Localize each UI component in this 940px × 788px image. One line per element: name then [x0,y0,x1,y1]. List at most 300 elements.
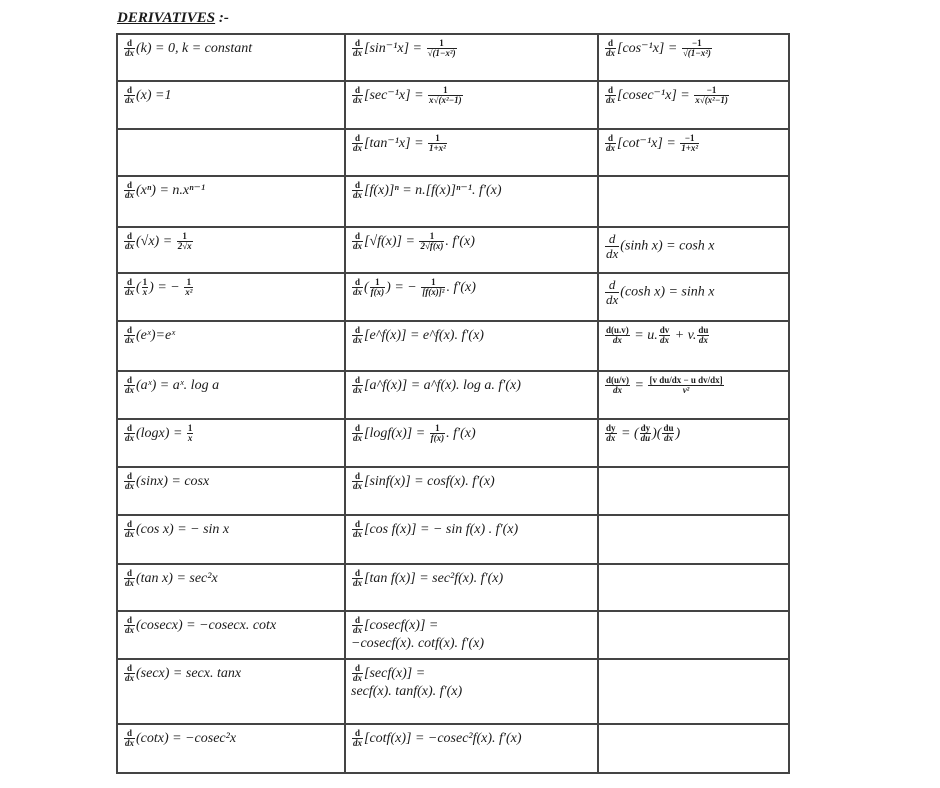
dx-denominator: dx [353,190,362,201]
formula-lhs: (sinx) [136,474,168,490]
table-row [117,515,789,564]
d-numerator: d [124,181,135,191]
dx-denominator: dx [125,481,134,492]
d-numerator: d [352,232,363,242]
formula [351,664,592,700]
fraction [659,326,671,346]
formula [123,181,339,201]
formula-rhs: = secx. tanx [169,666,242,682]
fraction-denominator: f(x) [370,287,385,298]
formula-lhs: [e^f(x)] [364,328,407,344]
formula [351,729,592,749]
formula-lhs: [a^f(x)] [364,378,408,394]
d-numerator: d [352,181,363,191]
dx-denominator: dx [125,433,134,444]
formula-lhs: [cos f(x)] [364,522,417,538]
formula-lhs: (eˣ) [136,328,156,344]
table-row [117,371,789,419]
formula-lhs: [f(x)]ⁿ [364,183,399,199]
basic-derivative-cell [117,321,345,371]
formula-lhs: [cotf(x)] [364,731,412,747]
equals-sign: = [664,41,681,57]
inverse-hyperbolic-rule-cell [598,129,789,176]
basic-derivative-cell [117,724,345,773]
formula-rhs: = aˣ. log a [156,378,220,394]
d-numerator: d [352,616,363,626]
formula-continuation: −cosecf(x). cotf(x). f′(x) [351,635,484,651]
formula-tail: . f′(x) [446,280,476,296]
basic-derivative-cell [117,467,345,515]
formula [123,729,339,749]
d-numerator: d [124,278,135,288]
formula-lhs: [logf(x)] [364,426,413,442]
d-dx-operator [124,424,135,444]
inverse-hyperbolic-rule-cell [598,176,789,227]
table-row [117,611,789,659]
fraction-numerator: d(u/v) [606,375,630,385]
formula [351,134,592,154]
d-numerator: d [352,424,363,434]
basic-derivative-cell [117,564,345,611]
formula [604,39,783,59]
formula-lhs: (tan x) [136,571,173,587]
dx-denominator: dx [353,48,362,59]
dx-denominator: dx [606,143,615,154]
d-numerator: d [124,326,135,336]
formula-lhs: [tan f(x)] [364,571,416,587]
formula-rhs: = [412,666,426,682]
d-numerator: d [605,134,616,144]
dx-denominator: dx [125,625,134,636]
dx-denominator: dx [353,287,362,298]
formula-rhs: = n.[f(x)]ⁿ⁻¹. f′(x) [398,183,502,199]
d-numerator: d [352,376,363,386]
fraction [428,134,447,154]
formula-lhs: (cosecx) [136,618,183,634]
d-dx-operator [352,520,363,540]
dx-denominator: dx [353,95,362,106]
basic-derivative-cell [117,227,345,273]
inverse-hyperbolic-rule-cell [598,371,789,419]
fraction [648,376,723,396]
equals-sign: = [410,136,428,152]
d-numerator: d [605,278,619,293]
title-suffix: :- [215,10,229,26]
chain-rule-derivative-cell [345,176,598,227]
fraction [421,278,445,298]
formula-lhs: (xⁿ) [136,183,156,199]
dx-denominator: dx [353,241,362,252]
fraction-denominator: x [142,287,148,298]
d-dx-operator [605,86,616,106]
table-row [117,659,789,724]
equals-sign: = [412,426,429,442]
formula [351,424,592,444]
fraction-numerator: −1 [682,39,712,49]
d-numerator: d [352,278,363,288]
fraction-numerator: 1 [430,424,446,434]
equals-sign: = [410,88,428,104]
d-dx-operator [124,232,135,252]
basic-derivative-cell [117,611,345,659]
formula [123,424,339,444]
dx-denominator: dx [353,143,362,154]
fraction [370,278,386,298]
fraction-denominator: dx [612,335,622,346]
chain-rule-derivative-cell [345,467,598,515]
dx-denominator: dx [353,335,362,346]
formula [604,278,783,306]
d-dx-operator [352,39,363,59]
inverse-hyperbolic-rule-cell [598,227,789,273]
fraction-denominator: dx [698,335,708,346]
formula-lhs: [√f(x)] [364,234,403,250]
formula-rhs: = sec²x [172,571,218,587]
fraction [187,424,194,444]
d-dx-operator [352,232,363,252]
formula: $\frac{d}{dx}$ ( $\frac{1}{f(x)}$ ) = − $\frac{1}{\text{[f(x)]²}}$ . f′(x) [353,277,476,298]
fraction-numerator: d(u.v) [606,325,629,335]
d-numerator: d [352,664,363,674]
formula-lhs: [sec⁻¹x] [364,88,411,104]
formula-lhs: (√x) [136,234,160,250]
fraction-numerator: 1 [428,134,447,144]
formula [123,664,339,684]
formula-rhs: = sinh x [664,284,715,300]
fraction-denominator: 2√x [177,241,192,252]
dx-denominator: dx [606,245,619,261]
formula [123,569,339,589]
formula-rhs: = u. [630,328,658,344]
equals-sign: = [676,88,694,104]
formula-rhs: = −cosecx. cotx [182,618,277,634]
d-numerator: d [124,664,135,674]
fraction-numerator: dv [659,325,670,335]
formula [351,569,592,589]
formula-rhs: = − sin x [173,522,230,538]
inverse-hyperbolic-rule-cell [598,611,789,659]
fraction [694,86,729,106]
formula-lhs: [secf(x)] [364,666,413,682]
formula-lhs: (cos x) [136,522,174,538]
inverse-hyperbolic-rule-cell [598,515,789,564]
fraction [697,326,709,346]
d-dx-operator [605,134,616,154]
fraction-denominator: dx [663,433,673,444]
fraction [428,86,463,106]
d-dx-operator [352,326,363,346]
d-numerator: d [124,376,135,386]
formula-rhs: = sec²f(x). f′(x) [415,571,504,587]
table-row [117,419,789,467]
fraction [605,326,630,346]
dx-denominator: dx [125,529,134,540]
inverse-hyperbolic-rule-cell [598,34,789,81]
inverse-hyperbolic-rule-cell [598,659,789,724]
chain-rule-derivative-cell [345,515,598,564]
d-dx-operator [352,472,363,492]
basic-derivative-cell [117,273,345,321]
formula-rhs: =1 [151,88,172,104]
formula [604,326,783,346]
equals-sign: = − [390,280,421,296]
d-numerator: d [124,729,135,739]
d-dx-operator [352,86,363,106]
inverse-hyperbolic-rule-cell [598,81,789,129]
chain-rule-derivative-cell [345,227,598,273]
fraction-denominator: x² [185,287,193,298]
d-numerator: d [605,86,616,96]
formula: $\frac{d}{dx}$ ( $\frac{1}{x}$ ) = − $\frac{1}{\text{x²}}$ [125,277,193,298]
chain-rule-derivative-cell [345,419,598,467]
formula-rhs: = − sin f(x) . f′(x) [416,522,519,538]
table-row [117,129,789,176]
d-dx-operator [124,472,135,492]
basic-derivative-cell [117,176,345,227]
fraction-numerator: [v du/dx − u dv/dx] [649,375,723,385]
formula [351,39,592,59]
chain-rule-derivative-cell [345,371,598,419]
basic-derivative-cell [117,34,345,81]
formula-tail: ) [675,426,681,442]
inverse-hyperbolic-rule-cell [598,273,789,321]
formula [351,376,592,396]
equals-sign: = [159,234,176,250]
dx-denominator: dx [353,481,362,492]
d-dx-operator [124,86,135,106]
formula-lhs: (aˣ) [136,378,157,394]
inverse-hyperbolic-rule-cell [598,467,789,515]
formula [351,472,592,492]
page-title [117,10,229,27]
formula [123,86,339,106]
fraction-numerator: 1 [428,86,463,96]
dx-denominator: dx [125,738,134,749]
dx-denominator: dx [125,287,134,298]
formula [123,232,339,252]
formula-lhs: [sin⁻¹x] [364,41,410,57]
fraction [682,39,712,59]
formula-lhs: (logx) [136,426,170,442]
formula [123,616,339,636]
dx-denominator: dx [125,385,134,396]
formula [123,39,339,59]
dx-denominator: dx [353,738,362,749]
fraction-numerator: 1 [184,278,193,288]
d-dx-operator [124,181,135,201]
fraction [427,39,457,59]
fraction-denominator: √(1−x²) [682,48,711,59]
table-row [117,724,789,773]
fraction-numerator: du [698,325,709,335]
chain-rule-derivative-cell [345,81,598,129]
d-numerator: d [352,326,363,336]
formula [123,376,339,396]
fraction [640,424,652,444]
formula-lhs: [cos⁻¹x] [617,41,665,57]
chain-rule-derivative-cell [345,564,598,611]
formula-lhs: [sinf(x)] [364,474,411,490]
table-row [117,227,789,273]
fraction [680,134,699,154]
d-dx-operator [605,232,619,260]
dx-denominator: dx [353,673,362,684]
formula [351,86,592,106]
table-row [117,564,789,611]
fraction-denominator: √(1−x²) [427,48,456,59]
formula [123,472,339,492]
d-dx-operator [605,39,616,59]
basic-derivative-cell [117,371,345,419]
fraction-denominator: 1+x² [681,143,699,154]
table-row [117,321,789,371]
fraction-numerator: 1 [370,278,386,288]
d-dx-operator [352,181,363,201]
d-numerator: d [124,39,135,49]
chain-rule-derivative-cell [345,659,598,724]
formula [604,424,783,444]
formula-lhs: (x) [136,88,152,104]
formula [123,520,339,540]
d-dx-operator [124,278,135,298]
formula [351,520,592,540]
formula-lhs: (cosh x) [620,284,665,300]
equals-sign: = [409,41,426,57]
fraction-denominator: 2√f(x) [420,241,444,252]
d-dx-operator [124,729,135,749]
formula [604,232,783,260]
dx-denominator: dx [606,291,619,307]
chain-rule-derivative-cell [345,724,598,773]
table-row [117,273,789,321]
d-numerator: d [124,569,135,579]
fraction [605,376,630,396]
formula-rhs: = cosh x [662,238,715,254]
dx-denominator: dx [606,48,615,59]
chain-rule-derivative-cell [345,273,598,321]
basic-derivative-cell [117,81,345,129]
dx-denominator: dx [353,578,362,589]
formula-lhs: [cosec⁻¹x] [617,88,677,104]
fraction [184,278,193,298]
basic-derivative-cell [117,659,345,724]
chain-rule-derivative-cell [345,611,598,659]
d-numerator: d [124,472,135,482]
d-numerator: d [605,39,616,49]
dx-denominator: dx [125,578,134,589]
formula [351,616,592,652]
formula [604,376,783,396]
fraction-numerator: 1 [427,39,457,49]
fraction [662,424,674,444]
chain-rule-derivative-cell [345,129,598,176]
d-numerator: d [352,134,363,144]
d-dx-operator [124,376,135,396]
inverse-hyperbolic-rule-cell [598,724,789,773]
formula-tail: . f′(x) [446,426,476,442]
formula-rhs: = cosx [167,474,210,490]
equals-sign: = − [153,280,184,296]
formula-continuation: secf(x). tanf(x). f′(x) [351,683,463,699]
d-numerator: d [124,520,135,530]
d-dx-operator [605,278,619,306]
fraction [142,278,149,298]
d-dx-operator [352,664,363,684]
dx-denominator: dx [353,433,362,444]
dx-denominator: dx [125,190,134,201]
equals-sign: = [402,234,419,250]
fraction-denominator: x√(x²−1) [429,95,462,106]
basic-derivative-cell [117,515,345,564]
d-dx-operator [124,520,135,540]
formula-lhs: (cotx) [136,731,169,747]
fraction-denominator: v² [682,385,690,396]
dx-denominator: dx [353,385,362,396]
d-numerator: d [352,569,363,579]
formula-rhs: =eˣ [155,328,176,344]
fraction-numerator: −1 [680,134,699,144]
dx-denominator: dx [125,673,134,684]
dx-denominator: dx [353,529,362,540]
inverse-hyperbolic-rule-cell [598,564,789,611]
dx-denominator: dx [125,95,134,106]
fraction [177,232,193,252]
d-numerator: d [352,86,363,96]
equals-sign: = [169,426,186,442]
d-dx-operator [352,278,363,298]
basic-derivative-cell [117,129,345,176]
d-dx-operator [352,134,363,154]
fraction [419,232,444,252]
formula [604,134,783,154]
formula-rhs: = −cosec²f(x). f′(x) [411,731,522,747]
dx-denominator: dx [125,241,134,252]
d-dx-operator [124,569,135,589]
formula [604,86,783,106]
inverse-hyperbolic-rule-cell [598,321,789,371]
d-numerator: d [124,232,135,242]
fraction-numerator: dy [640,423,651,433]
fraction-denominator: dx [606,433,616,444]
d-dx-operator [352,424,363,444]
formula [351,181,592,201]
table-row [117,176,789,227]
d-numerator: d [352,39,363,49]
d-dx-operator [124,39,135,59]
d-dx-operator [124,616,135,636]
table-row [117,467,789,515]
inverse-hyperbolic-rule-cell [598,419,789,467]
d-numerator: d [352,520,363,530]
d-dx-operator [352,569,363,589]
fraction-denominator: dx [613,385,622,396]
formula-lhs: (sinh x) [620,238,663,254]
dx-denominator: dx [125,48,134,59]
formula-rhs: = 0, k = constant [151,41,253,57]
formula-rhs: = [425,618,439,634]
formula-rhs: = −cosec²x [168,731,237,747]
fraction-denominator: 1+x² [429,143,446,154]
dx-denominator: dx [125,335,134,346]
fraction-denominator: x√(x²−1) [695,95,728,106]
equals-sign: = ( [617,426,639,442]
chain-rule-derivative-cell [345,321,598,371]
d-numerator: d [124,616,135,626]
formula-lhs: [cosecf(x)] [364,618,426,634]
d-numerator: d [124,424,135,434]
fraction-denominator: dx [659,335,669,346]
d-numerator: d [352,472,363,482]
